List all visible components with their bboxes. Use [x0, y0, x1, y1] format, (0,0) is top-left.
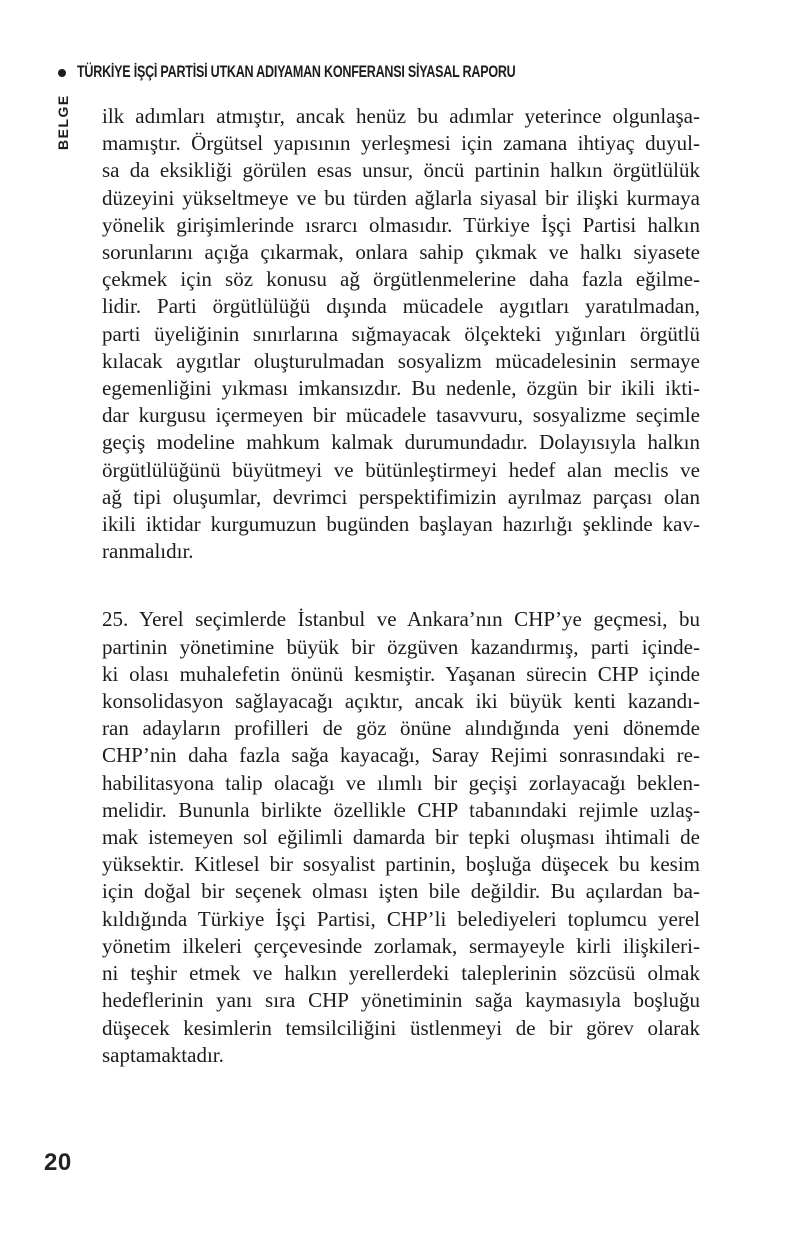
- text-line: melidir. Bununla birlikte özellikle CHP tabanındaki rejimle uzlaş-: [102, 797, 700, 822]
- text-line: saptamaktadır.: [102, 1042, 224, 1067]
- text-line: lidir. Parti örgütlülüğü dışında mücadele aygıtları yaratılmadan,: [102, 294, 700, 319]
- text-line: dar kurgusu içermeyen bir mücadele tasavvuru, sosyalizme seçimle: [102, 403, 700, 428]
- text-line: ilk adımları atmıştır, ancak henüz bu adımlar yeterince olgunlaşa-: [102, 104, 700, 128]
- body-text: [102, 103, 700, 1069]
- running-header-title: TÜRKİYE İŞÇİ PARTİSİ UTKAN ADIYAMAN KONFERANSI SİYASAL RAPORU: [77, 63, 516, 81]
- text-line: ranmalıdır.: [102, 539, 194, 564]
- text-line: kıldığında Türkiye İşçi Partisi, CHP’li belediyeleri toplumcu yerel: [102, 906, 700, 931]
- text-line: için doğal bir seçenek olması işten bile değildir. Bu açılardan ba-: [102, 879, 700, 904]
- text-line: ikili iktidar kurgumuzun bugünden başlayan hazırlığı şeklinde kav-: [102, 512, 700, 537]
- bullet-icon: [58, 69, 66, 77]
- text-line: kılacak aygıtlar oluşturulmadan sosyalizm mücadelesinin sermaye: [102, 348, 700, 373]
- text-line: habilitasyona talip olacağı ve ılımlı bir geçişi zorlayacağı beklen-: [102, 770, 700, 795]
- text-line: yüksektir. Kitlesel bir sosyalist partinin, boşluğa düşecek bu kesim: [102, 852, 700, 877]
- text-line: yönetim ilkeleri çerçevesinde zorlamak, sermayeyle kirli ilişkileri-: [102, 933, 700, 958]
- text-line: partinin yönetimine büyük bir özgüven kazandırmış, parti içinde-: [102, 634, 700, 659]
- text-line: CHP’nin daha fazla sağa kayacağı, Saray Rejimi sonrasındaki re-: [102, 743, 700, 768]
- text-line: mamıştır. Örgütsel yapısının yerleşmesi için zamana ihtiyaç duyul-: [102, 131, 700, 156]
- text-line: konsolidasyon sağlayacağı açıktır, ancak iki büyük kenti kazandı-: [102, 689, 700, 714]
- text-line: yönelik girişimlerinde ısrarcı olmasıdır. Türkiye İşçi Partisi halkın: [102, 212, 700, 237]
- text-line: çekmek için söz konusu ağ örgütlenmelerine daha fazla eğilme-: [102, 267, 700, 292]
- text-line: geçiş modeline mahkum kalmak durumundadır. Dolayısıyla halkın: [102, 430, 700, 455]
- text-line: ağ tipi oluşumlar, devrimci perspektifimizin ayrılmaz parçası olan: [102, 484, 700, 509]
- text-line: örgütlülüğünü büyütmeyi ve bütünleştirmeyi hedef alan meclis ve: [102, 457, 700, 482]
- text-line: egemenliğini yıkması imkansızdır. Bu nedenle, özgün bir ikili ikti-: [102, 376, 700, 401]
- text-line: sa da eksikliği görülen esas unsur, öncü partinin halkın örgütlülük: [102, 158, 700, 183]
- text-line: hedeflerinin yanı sıra CHP yönetiminin sağa kaymasıyla boşluğu: [102, 988, 700, 1013]
- running-header: [58, 63, 654, 82]
- paragraph: [102, 103, 700, 565]
- text-line: ni teşhir etmek ve halkın yerellerdeki taleplerinin sözcüsü olmak: [102, 961, 700, 986]
- text-line: mak istemeyen sol eğilimli damarda bir tepki oluşması ihtimali de: [102, 825, 700, 850]
- text-line: parti üyeliğinin sınırlarına sığmayacak ölçekteki yığınları örgütlü: [102, 321, 700, 346]
- text-line: ki olası muhalefetin önünü kesmiştir. Yaşanan sürecin CHP içinde: [102, 661, 700, 686]
- text-line: düzeyini yükseltmeye ve bu türden ağlarla siyasal bir ilişki kurmaya: [102, 185, 700, 210]
- margin-label-belge: BELGE: [55, 94, 71, 150]
- text-line: ran adayların profilleri de göz önüne alındığında yeni dönemde: [102, 716, 700, 741]
- text-line: düşecek kesimlerin temsilciliğini üstlenmeyi de bir görev olarak: [102, 1015, 700, 1040]
- page-number: 20: [44, 1149, 72, 1176]
- paragraph: [102, 606, 700, 1068]
- text-line: 25. Yerel seçimlerde İstanbul ve Ankara’nın CHP’ye geçmesi, bu: [102, 607, 700, 632]
- text-line: sorunlarını açığa çıkarmak, onlara sahip çıkmak ve halkı siyasete: [102, 240, 700, 265]
